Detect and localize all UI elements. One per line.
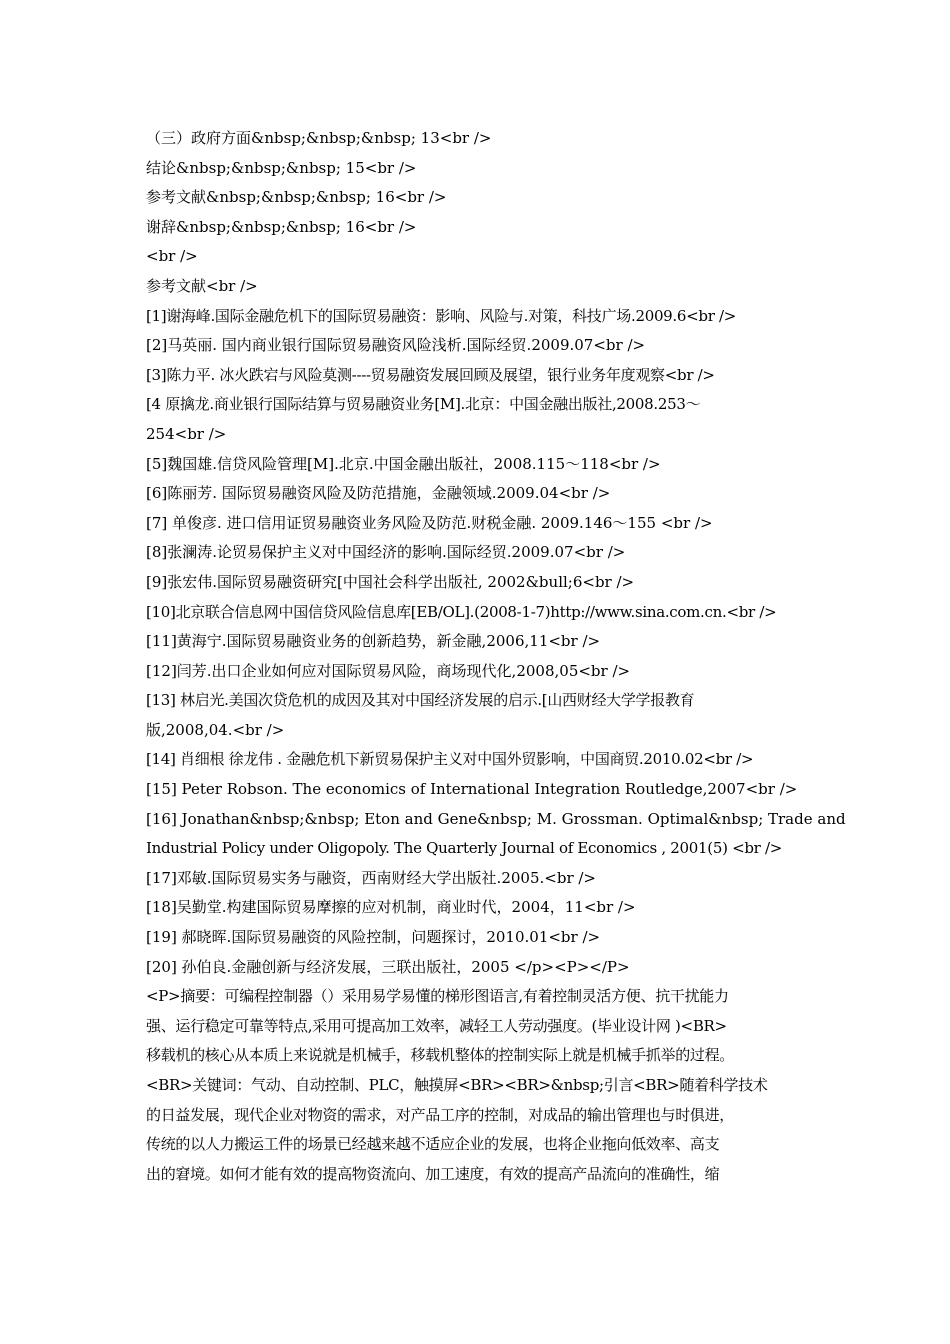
reference-2: [2]马英丽. 国内商业银行国际贸易融资风险浅析.国际经贸.2009.07<br /> xyxy=(146,336,646,355)
reference-15: [15] Peter Robson. The economics of International Integration Routledge,2007<br /> xyxy=(146,780,798,799)
reference-1: [1]谢海峰.国际金融危机下的国际贸易融资：影响、风险与.对策，科技广场.2009.6<br /> xyxy=(146,306,737,325)
toc-line-government: （三）政府方面&nbsp;&nbsp;&nbsp; 13<br /> xyxy=(146,129,492,147)
reference-4: [4 原擒龙.商业银行国际结算与贸易融资业务[M].北京：中国金融出版社,2008.253～ xyxy=(146,395,701,414)
introduction-line-3: 出的窘境。如何才能有效的提高物资流向、加工速度，有效的提高产品流向的准确性，缩 xyxy=(146,1164,720,1183)
blank-br-line: <br /> xyxy=(146,247,198,266)
abstract-line-2: 强、运行稳定可靠等特点,采用可提高加工效率，减轻工人劳动强度。(毕业设计网 )<BR> xyxy=(146,1016,727,1035)
reference-8: [8]张澜涛.论贸易保护主义对中国经济的影响.国际经贸.2009.07<br /> xyxy=(146,543,626,562)
abstract-line-1: <P>摘要：可编程控制器（）采用易学易懂的梯形图语言,有着控制灵活方便、抗干扰能力 xyxy=(146,987,729,1006)
references-heading: 参考文献<br /> xyxy=(146,276,258,295)
reference-5: [5]魏国雄.信贷风险管理[M].北京.中国金融出版社，2008.115～118<br /> xyxy=(146,454,661,473)
reference-14: [14] 肖细根 徐龙伟 . 金融危机下新贸易保护主义对中国外贸影响，中国商贸.2010.02<br /> xyxy=(146,750,754,769)
reference-13-continued: 版,2008,04.<br /> xyxy=(146,720,285,739)
reference-19: [19] 郝晓晖.国际贸易融资的风险控制，问题探讨，2010.01<br /> xyxy=(146,928,601,947)
reference-20: [20] 孙伯良.金融创新与经济发展，三联出版社，2005 </p><P></P> xyxy=(146,957,630,976)
reference-12: [12]闫芳.出口企业如何应对国际贸易风险，商场现代化,2008,05<br /> xyxy=(146,661,631,680)
abstract-line-3: 移载机的核心从本质上来说就是机械手，移载机整体的控制实际上就是机械手抓举的过程。 xyxy=(146,1046,735,1065)
toc-line-acknowledgements: 谢辞&nbsp;&nbsp;&nbsp; 16<br /> xyxy=(146,217,417,236)
reference-3: [3]陈力平. 冰火跌宕与风险莫测----贸易融资发展回顾及展望，银行业务年度观察<br /> xyxy=(146,365,715,384)
introduction-line-1: 的日益发展，现代企业对物资的需求，对产品工序的控制，对成品的输出管理也与时俱进， xyxy=(146,1105,735,1124)
reference-17: [17]邓敏.国际贸易实务与融资，西南财经大学出版社.2005.<br /> xyxy=(146,868,597,887)
reference-6: [6]陈丽芳. 国际贸易融资风险及防范措施，金融领域.2009.04<br /> xyxy=(146,484,611,503)
reference-18: [18]吴勤堂.构建国际贸易摩擦的应对机制，商业时代，2004，11<br /> xyxy=(146,898,636,917)
document-body xyxy=(146,124,846,1189)
introduction-line-2: 传统的以人力搬运工件的场景已经越来越不适应企业的发展，也将企业拖向低效率、高支 xyxy=(146,1135,720,1154)
reference-7: [7] 单俊彦. 进口信用证贸易融资业务风险及防范.财税金融. 2009.146～155 <br /> xyxy=(146,513,713,532)
reference-16-continued: Industrial Policy under Oligopoly. The Quarterly Journal of Economics , 2001(5) <br /> xyxy=(146,839,783,858)
reference-9: [9]张宏伟.国际贸易融资研究[中国社会科学出版社, 2002&bull;6<br /> xyxy=(146,572,635,591)
keywords-line: <BR>关键词：气动、自动控制、PLC，触摸屏<BR><BR>&nbsp;引言<BR>随着科学技术 xyxy=(146,1076,768,1094)
reference-10: [10]北京联合信息网中国信贷风险信息库[EB/OL].(2008-1-7)http://www.sina.com.cn.<br /> xyxy=(146,602,777,621)
reference-13: [13] 林启光.美国次贷危机的成因及其对中国经济发展的启示.[山西财经大学学报教育 xyxy=(146,691,695,710)
toc-line-references: 参考文献&nbsp;&nbsp;&nbsp; 16<br /> xyxy=(146,188,447,207)
reference-11: [11]黄海宁.国际贸易融资业务的创新趋势，新金融,2006,11<br /> xyxy=(146,632,601,651)
reference-16: [16] Jonathan&nbsp;&nbsp; Eton and Gene&nbsp; M. Grossman. Optimal&nbsp; Trade and xyxy=(146,809,846,828)
toc-line-conclusion: 结论&nbsp;&nbsp;&nbsp; 15<br /> xyxy=(146,158,417,177)
reference-4-continued: 254<br /> xyxy=(146,424,227,443)
